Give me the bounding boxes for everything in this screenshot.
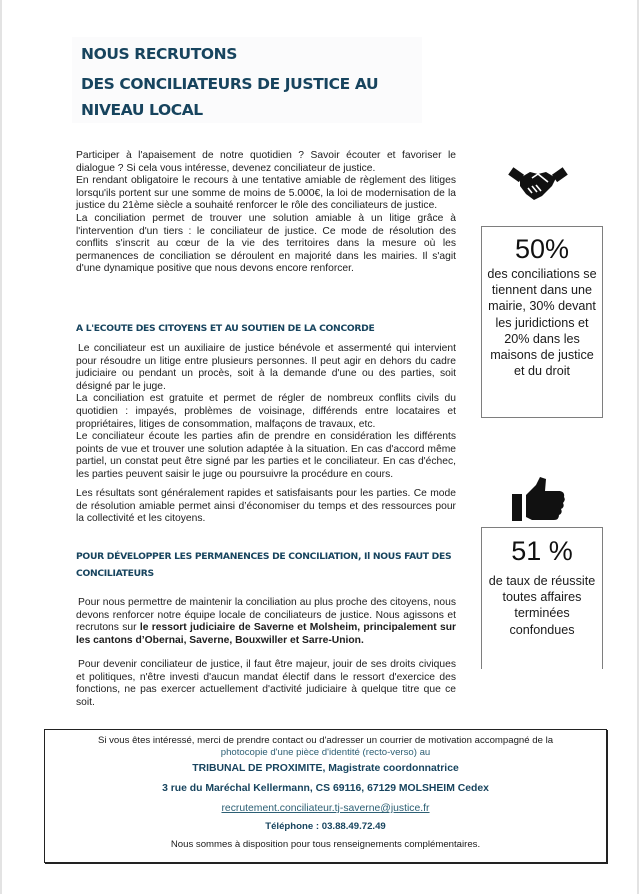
intro-paragraph-1: Participer à l'apaisement de notre quotidien ? Savoir écouter et favoriser le dialogue ? Si cela vous intéresse, devenez conciliateur de justice.	[76, 150, 456, 174]
title-line-2: DES CONCILIATEURS DE JUSTICE AU	[81, 75, 379, 93]
intro-paragraph-2: En rendant obligatoire le recours à une tentative amiable de règlement des litiges lorsqu'ils portent sur une somme de moins de 5.000€, la loi de modernisation de la justice du 21ème siècle a souhaité renforcer le rôle des conciliateurs de justice.	[76, 175, 456, 212]
intro-paragraph-3: La conciliation permet de trouver une solution amiable à un litige grâce à l'intervention d'un tiers : le conciliateur de justice. Ce mode de résolution des conflits s'inscrit au cœur de la vie des territoires dans la mesure où les permanences de conciliation se déroulent en majorité dans les mairies. Il s'agit d'une dynamique positive que nous devons encore renforcer.	[76, 212, 456, 275]
contact-address: 3 rue du Maréchal Kellermann, CS 69116, 67129 MOLSHEIM Cedex	[162, 783, 489, 794]
title-line-1: NOUS RECRUTONS	[81, 45, 237, 63]
stat-card-locations	[481, 226, 603, 418]
section2-paragraph-1	[76, 597, 456, 647]
section2-paragraph-1-bold: le ressort judiciaire de Saverne et Molsheim, principalement sur les cantons d’Obernai, Saverne, Bouxwiller et Sarre-Union.	[76, 622, 457, 646]
section-heading-ecoute: A L'ECOUTE DES CITOYENS ET AU SOUTIEN DE LA CONCORDE	[76, 323, 375, 334]
stat-description: de taux de réussite toutes affaires terminées confondues	[488, 574, 596, 637]
section1-paragraph-1: Le conciliateur est un auxiliaire de justice bénévole et assermenté qui intervient pour résoudre un litige entre plusieurs personnes. Il peut agir en dehors du cadre judiciaire ou pendant un procès, soit à la demande d'une ou des parties, soit désigné par le juge.	[76, 343, 456, 392]
section2-paragraph-1-start: Pour nous permettre de maintenir la conciliation au plus proche des citoyens, nous devons renforcer notre équipe locale de conciliateurs de justice. Nous agissons et recrutons sur	[76, 597, 456, 634]
contact-organization: TRIBUNAL DE PROXIMITE, Magistrate coordonnatrice	[192, 763, 459, 774]
page-title	[72, 37, 422, 123]
thumbs-up-icon	[510, 475, 568, 523]
contact-intro: Si vous êtes intéressé, merci de prendre contact ou d'adresser un courrier de motivation accompagné de la	[97, 735, 554, 746]
stat-value: 51 %	[511, 536, 573, 566]
contact-email-link[interactable]: recrutement.conciliateur.tj-saverne@justice.fr	[221, 803, 430, 814]
contact-intro-continued: photocopie d'une pièce d'identité (recto-verso) au	[220, 747, 431, 758]
section-heading-permanences: POUR DÉVELOPPER LES PERMANENCES DE CONCILIATION, Il NOUS FAUT DES CONCILIATEURS	[76, 551, 452, 579]
contact-phone: Téléphone : 03.88.49.72.49	[265, 821, 386, 832]
contact-box	[44, 729, 607, 863]
section1-paragraph-2: La conciliation est gratuite et permet de régler de nombreux conflits civils du quotidien : impayés, problèmes de voisinage, différends entre locataires et propriétaires, litiges de consommation, malfaçons de travaux, etc.	[76, 393, 456, 430]
handshake-icon	[508, 164, 568, 202]
section1-text	[76, 343, 456, 482]
section2-paragraph-2: Pour devenir conciliateur de justice, il faut être majeur, jouir de ses droits civiques et politiques, n'être investi d'aucun mandat électif dans le ressort d'exercice des fonctions, ne pas exercer actuellement d'activité judiciaire à quelque titre que ce soit.	[76, 659, 456, 708]
title-line-3: NIVEAU LOCAL	[81, 101, 203, 119]
section2-text-requirements	[76, 659, 456, 709]
section1-paragraph-3: Le conciliateur écoute les parties afin de prendre en considération les différents points de vue et trouver une solution adaptée à la situation. En cas d'accord même partiel, un constat peut être signé par les parties et le conciliateur. En cas d'échec, les parties peuvent saisir le juge ou poursuivre la procédure en cours.	[76, 431, 456, 480]
stat-card-success-rate	[481, 527, 603, 669]
page-edge-left	[0, 0, 2, 894]
contact-closing: Nous sommes à disposition pour tous renseignements complémentaires.	[170, 839, 481, 850]
section1-text-results	[76, 488, 456, 526]
section1-paragraph-4: Les résultats sont généralement rapides et satisfaisants pour les parties. Ce mode de résolution amiable permet ainsi d’économiser du temps et des ressources pour la collectivité et les citoyens.	[76, 488, 456, 525]
intro-text	[76, 150, 456, 276]
stat-value: 50%	[514, 234, 570, 264]
section2-text	[76, 597, 456, 647]
stat-description: des conciliations se tiennent dans une mairie, 30% devant les juridictions et 20% dans les maisons de justice et du droit	[487, 267, 597, 379]
